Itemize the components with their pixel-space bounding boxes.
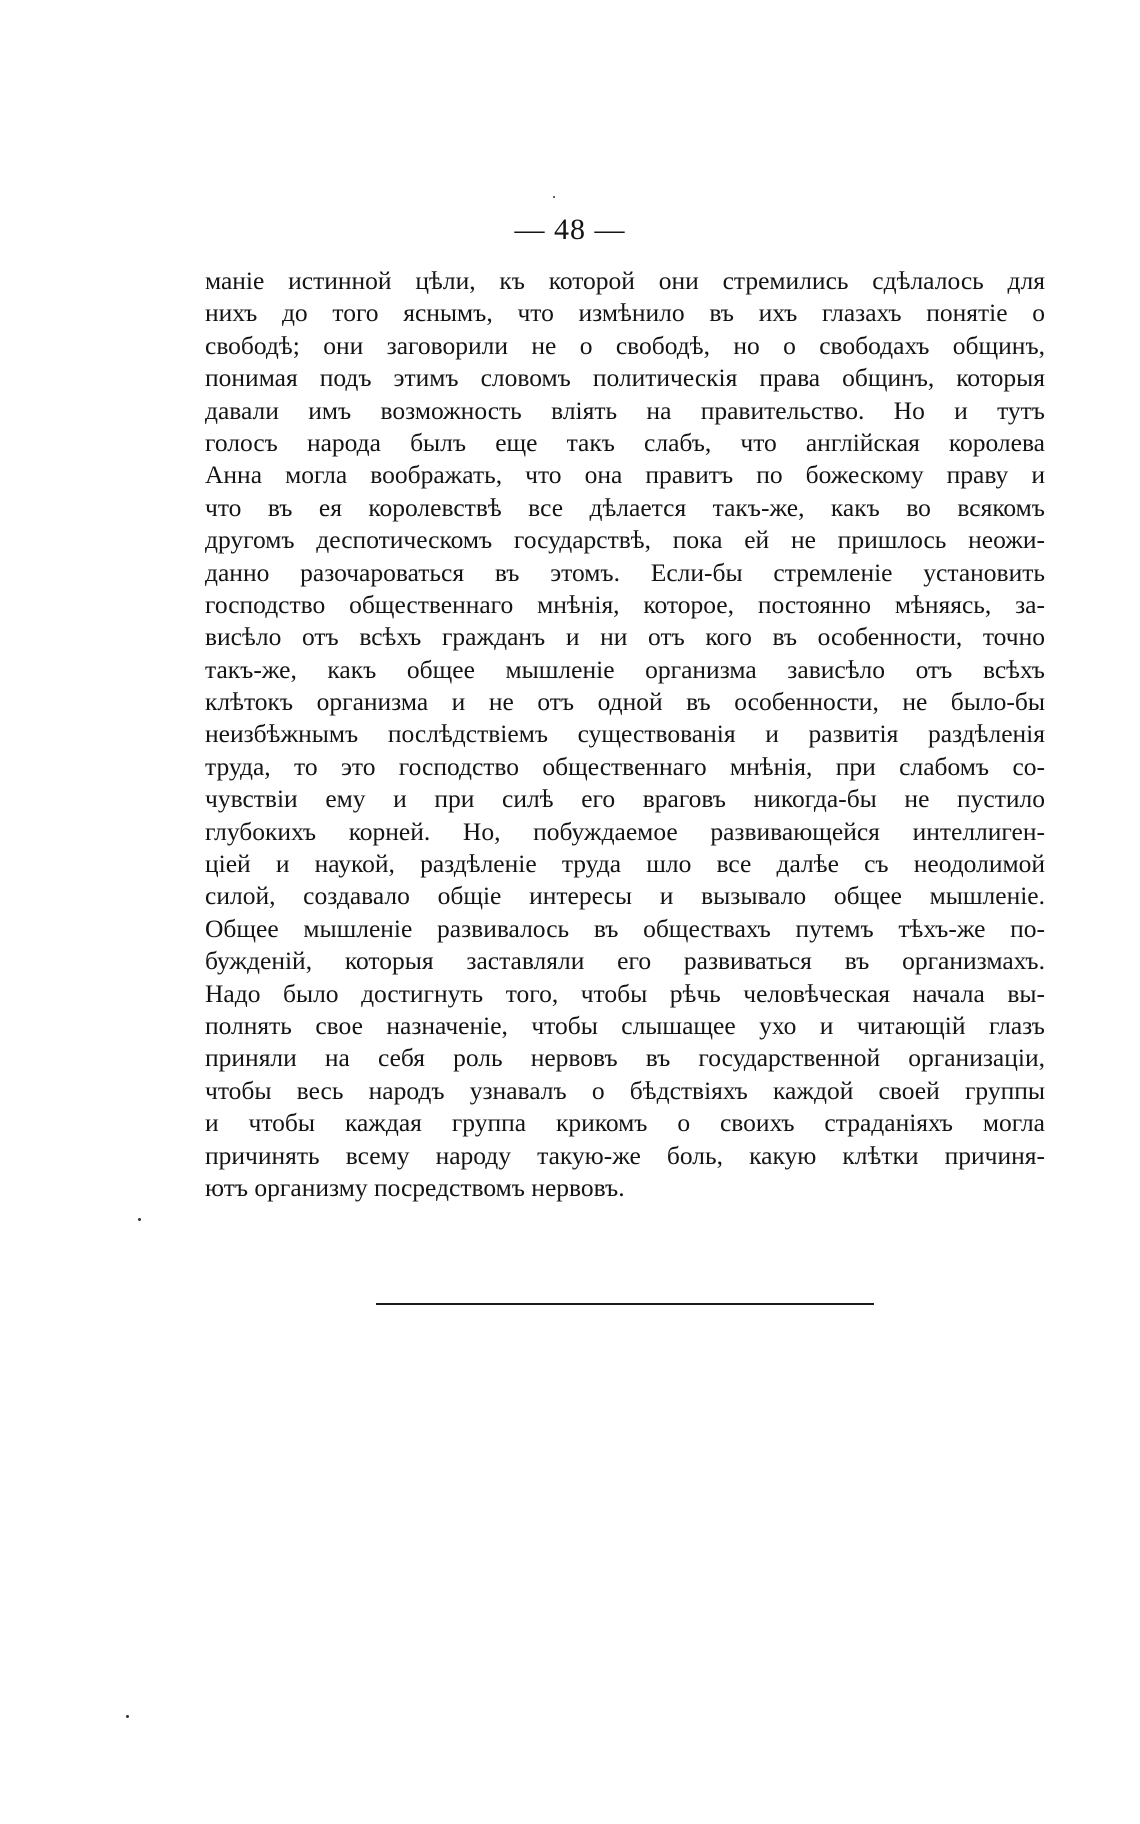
text-line: ціей и наукой, раздѣленіе труда шло все далѣе съ неодолимой (205, 849, 1045, 879)
text-line: данно разочароваться въ этомъ. Если-бы стремленіе установить (205, 557, 1045, 587)
text-line: бужденій, которыя заставляли его развиваться въ организмахъ. (205, 946, 1045, 976)
text-line: голосъ народа былъ еще такъ слабъ, что англійская королева (205, 427, 1045, 457)
text-line: такъ-же, какъ общее мышленіе организма зависѣло отъ всѣхъ (205, 654, 1045, 684)
text-line: труда, то это господство общественнаго мнѣнія, при слабомъ со- (205, 751, 1045, 781)
text-line: что въ ея королевствѣ все дѣлается такъ-же, какъ во всякомъ (205, 492, 1045, 522)
text-line: приняли на себя роль нервовъ въ государственной организаціи, (205, 1043, 1045, 1073)
text-line: Анна могла воображать, что она правитъ по божескому праву и (205, 460, 1045, 490)
text-line: другомъ деспотическомъ государствѣ, пока ей не пришлось неожи- (205, 525, 1045, 555)
text-line: неизбѣжнымъ послѣдствіемъ существованія и развитія раздѣленія (205, 719, 1045, 749)
scan-speck (553, 196, 555, 198)
page-number: — 48 — (514, 213, 626, 246)
text-line: и чтобы каждая группа крикомъ о своихъ страданіяхъ могла (205, 1108, 1045, 1138)
text-line: чувствіи ему и при силѣ его враговъ никогда-бы не пустило (205, 784, 1045, 814)
text-line: Надо было достигнуть того, чтобы рѣчь человѣческая начала вы- (205, 978, 1045, 1008)
text-line: клѣтокъ организма и не отъ одной въ особенности, не было-бы (205, 687, 1045, 717)
text-line: причинять всему народу такую-же боль, какую клѣтки причиня- (205, 1140, 1045, 1170)
end-rule (376, 1303, 874, 1305)
body-text (205, 265, 1045, 1204)
text-line: понимая подъ этимъ словомъ политическія права общинъ, которыя (205, 363, 1045, 393)
text-line: господство общественнаго мнѣнія, которое, постоянно мѣняясь, за- (205, 589, 1045, 619)
text-line: глубокихъ корней. Но, побуждаемое развивающейся интеллиген- (205, 816, 1045, 846)
scan-speck (126, 1715, 129, 1718)
text-line: нихъ до того яснымъ, что измѣнило въ ихъ глазахъ понятіе о (205, 298, 1045, 328)
text-line: свободѣ; они заговорили не о свободѣ, но о свободахъ общинъ, (205, 330, 1045, 360)
text-line: чтобы весь народъ узнавалъ о бѣдствіяхъ каждой своей группы (205, 1075, 1045, 1105)
text-line: ютъ организму посредствомъ нервовъ. (205, 1172, 625, 1202)
scan-speck (138, 1218, 141, 1221)
text-line: давали имъ возможность вліять на правительство. Но и тутъ (205, 395, 1045, 425)
text-line: Общее мышленіе развивалось въ обществахъ путемъ тѣхъ-же по- (205, 913, 1045, 943)
text-line: полнять свое назначеніе, чтобы слышащее ухо и читающій глазъ (205, 1010, 1045, 1040)
text-line: маніе истинной цѣли, къ которой они стремились сдѣлалось для (205, 266, 1045, 295)
text-line: силой, создавало общіе интересы и вызывало общее мышленіе. (205, 881, 1045, 911)
text-line: висѣло отъ всѣхъ гражданъ и ни отъ кого въ особенности, точно (205, 622, 1045, 652)
